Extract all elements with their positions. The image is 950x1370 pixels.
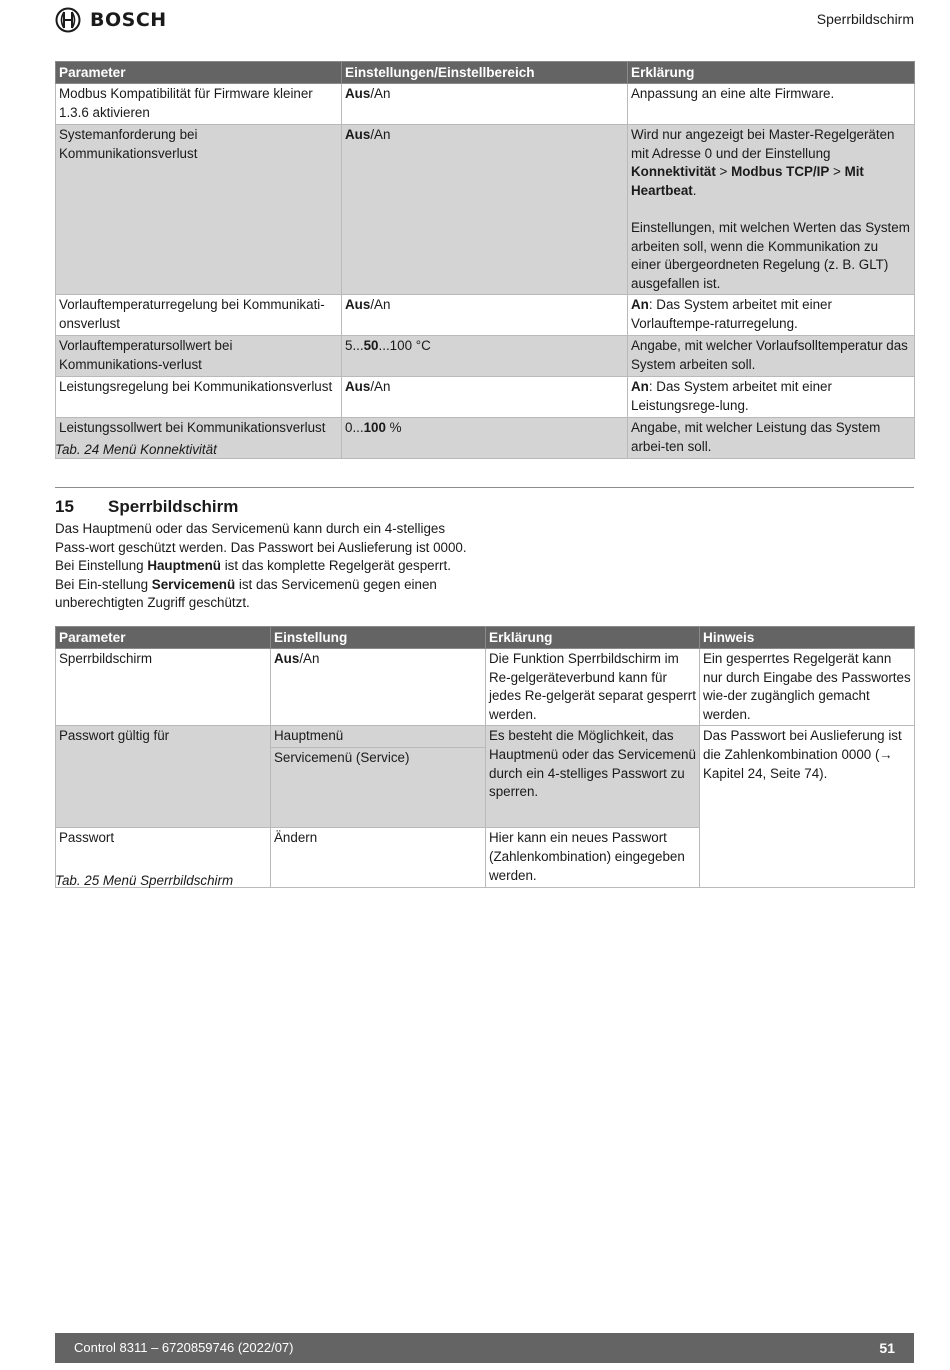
section-paragraph: Das Hauptmenü oder das Servicemenü kann durch ein 4-stelliges Pass-wort geschützt werden. Das Passwort bei Auslieferung ist 0000. Bei Einstellung Hauptmenü ist das komplette Regelgerät gesperrt. Bei Ein-stellung Servicemenü ist das Servicemenü gegen einen unberechtigten Zugriff geschützt.	[55, 521, 467, 611]
section-heading	[55, 496, 238, 518]
setting-cell: Aus/An	[342, 377, 628, 418]
explanation-cell: Angabe, mit welcher Leistung das System arbei-ten soll.	[628, 418, 915, 459]
hint-cell: Ein gesperrtes Regelgerät kann nur durch Eingabe des Passwortes wie-der zugänglich gemacht werden.	[700, 649, 915, 726]
column-header: Einstellung	[271, 627, 486, 649]
table-row	[56, 649, 915, 726]
hint-cell: Das Passwort bei Auslieferung ist die Zahlenkombination 0000 (→ Kapitel 24, Seite 74).	[700, 726, 915, 888]
column-header: Erklärung	[628, 62, 915, 84]
section-divider	[55, 487, 914, 488]
explanation-cell: Wird nur angezeigt bei Master-Regelgeräten mit Adresse 0 und der Einstellung Konnektivität > Modbus TCP/IP > Mit Heartbeat. Einstellungen, mit welchen Werten das System arbeiten soll, wenn die Kommunikation zu einer übergeordneten Regelung (z. B. GLT) ausgefallen ist.	[628, 125, 915, 295]
table-row	[56, 726, 915, 748]
table-row	[56, 125, 915, 295]
setting-cell: Servicemenü (Service)	[271, 748, 486, 828]
explanation-cell: An: Das System arbeitet mit einer Leistungsrege-lung.	[628, 377, 915, 418]
parameter-cell: Passwort	[56, 828, 271, 888]
column-header: Parameter	[56, 627, 271, 649]
column-header: Parameter	[56, 62, 342, 84]
setting-cell: 0...100 %	[342, 418, 628, 459]
column-header: Hinweis	[700, 627, 915, 649]
parameter-cell: Systemanforderung bei Kommunikationsverlust	[56, 125, 342, 295]
setting-cell: Ändern	[271, 828, 486, 888]
column-header: Einstellungen/Einstellbereich	[342, 62, 628, 84]
brand-name: BOSCH	[90, 8, 167, 31]
parameter-cell: Leistungsregelung bei Kommunikationsverlust	[56, 377, 342, 418]
page-footer	[55, 1333, 914, 1363]
bosch-armature-icon	[55, 7, 81, 33]
setting-cell: Aus/An	[342, 125, 628, 295]
table-konnektivitaet	[55, 61, 915, 459]
setting-cell: Aus/An	[342, 295, 628, 336]
parameter-cell: Passwort gültig für	[56, 726, 271, 828]
table-header-row	[56, 62, 915, 84]
explanation-cell: Anpassung an eine alte Firmware.	[628, 84, 915, 125]
setting-cell: Aus/An	[342, 84, 628, 125]
document-id: Control 8311 – 6720859746 (2022/07)	[74, 1340, 294, 1355]
table-row	[56, 295, 915, 336]
page-number: 51	[879, 1340, 895, 1356]
parameter-cell: Sperrbildschirm	[56, 649, 271, 726]
table-row	[56, 84, 915, 125]
table-sperrbildschirm	[55, 626, 915, 888]
section-title: Sperrbildschirm	[108, 497, 239, 516]
table-row	[56, 336, 915, 377]
explanation-cell: Angabe, mit welcher Vorlaufsolltemperatur das System arbeiten soll.	[628, 336, 915, 377]
explanation-cell: Die Funktion Sperrbildschirm im Re-gelgeräteverbund kann für jedes Re-gelgerät separat gesperrt werden.	[486, 649, 700, 726]
setting-cell: Hauptmenü	[271, 726, 486, 748]
column-header: Erklärung	[486, 627, 700, 649]
brand-logo	[55, 7, 167, 33]
setting-cell: Aus/An	[271, 649, 486, 726]
parameter-cell: Vorlauftemperaturregelung bei Kommunikati-onsverlust	[56, 295, 342, 336]
section-number: 15	[55, 497, 74, 516]
table-caption: Tab. 25 Menü Sperrbildschirm	[55, 873, 234, 888]
parameter-cell: Vorlauftemperatursollwert bei Kommunikations-verlust	[56, 336, 342, 377]
parameter-cell: Modbus Kompatibilität für Firmware kleiner 1.3.6 aktivieren	[56, 84, 342, 125]
running-title: Sperrbildschirm	[816, 11, 914, 27]
explanation-cell: Hier kann ein neues Passwort (Zahlenkombination) eingegeben werden.	[486, 828, 700, 888]
parameter-cell: Leistungssollwert bei Kommunikationsverlust	[56, 418, 342, 459]
explanation-cell: An: Das System arbeitet mit einer Vorlauftempe-raturregelung.	[628, 295, 915, 336]
table-row	[56, 377, 915, 418]
table-caption: Tab. 24 Menü Konnektivität	[55, 442, 217, 457]
setting-cell: 5...50...100 °C	[342, 336, 628, 377]
explanation-cell: Es besteht die Möglichkeit, das Hauptmenü oder das Servicemenü durch ein 4-stelliges Passwort zu sperren.	[486, 726, 700, 828]
page-header	[55, 7, 914, 35]
table-header-row	[56, 627, 915, 649]
